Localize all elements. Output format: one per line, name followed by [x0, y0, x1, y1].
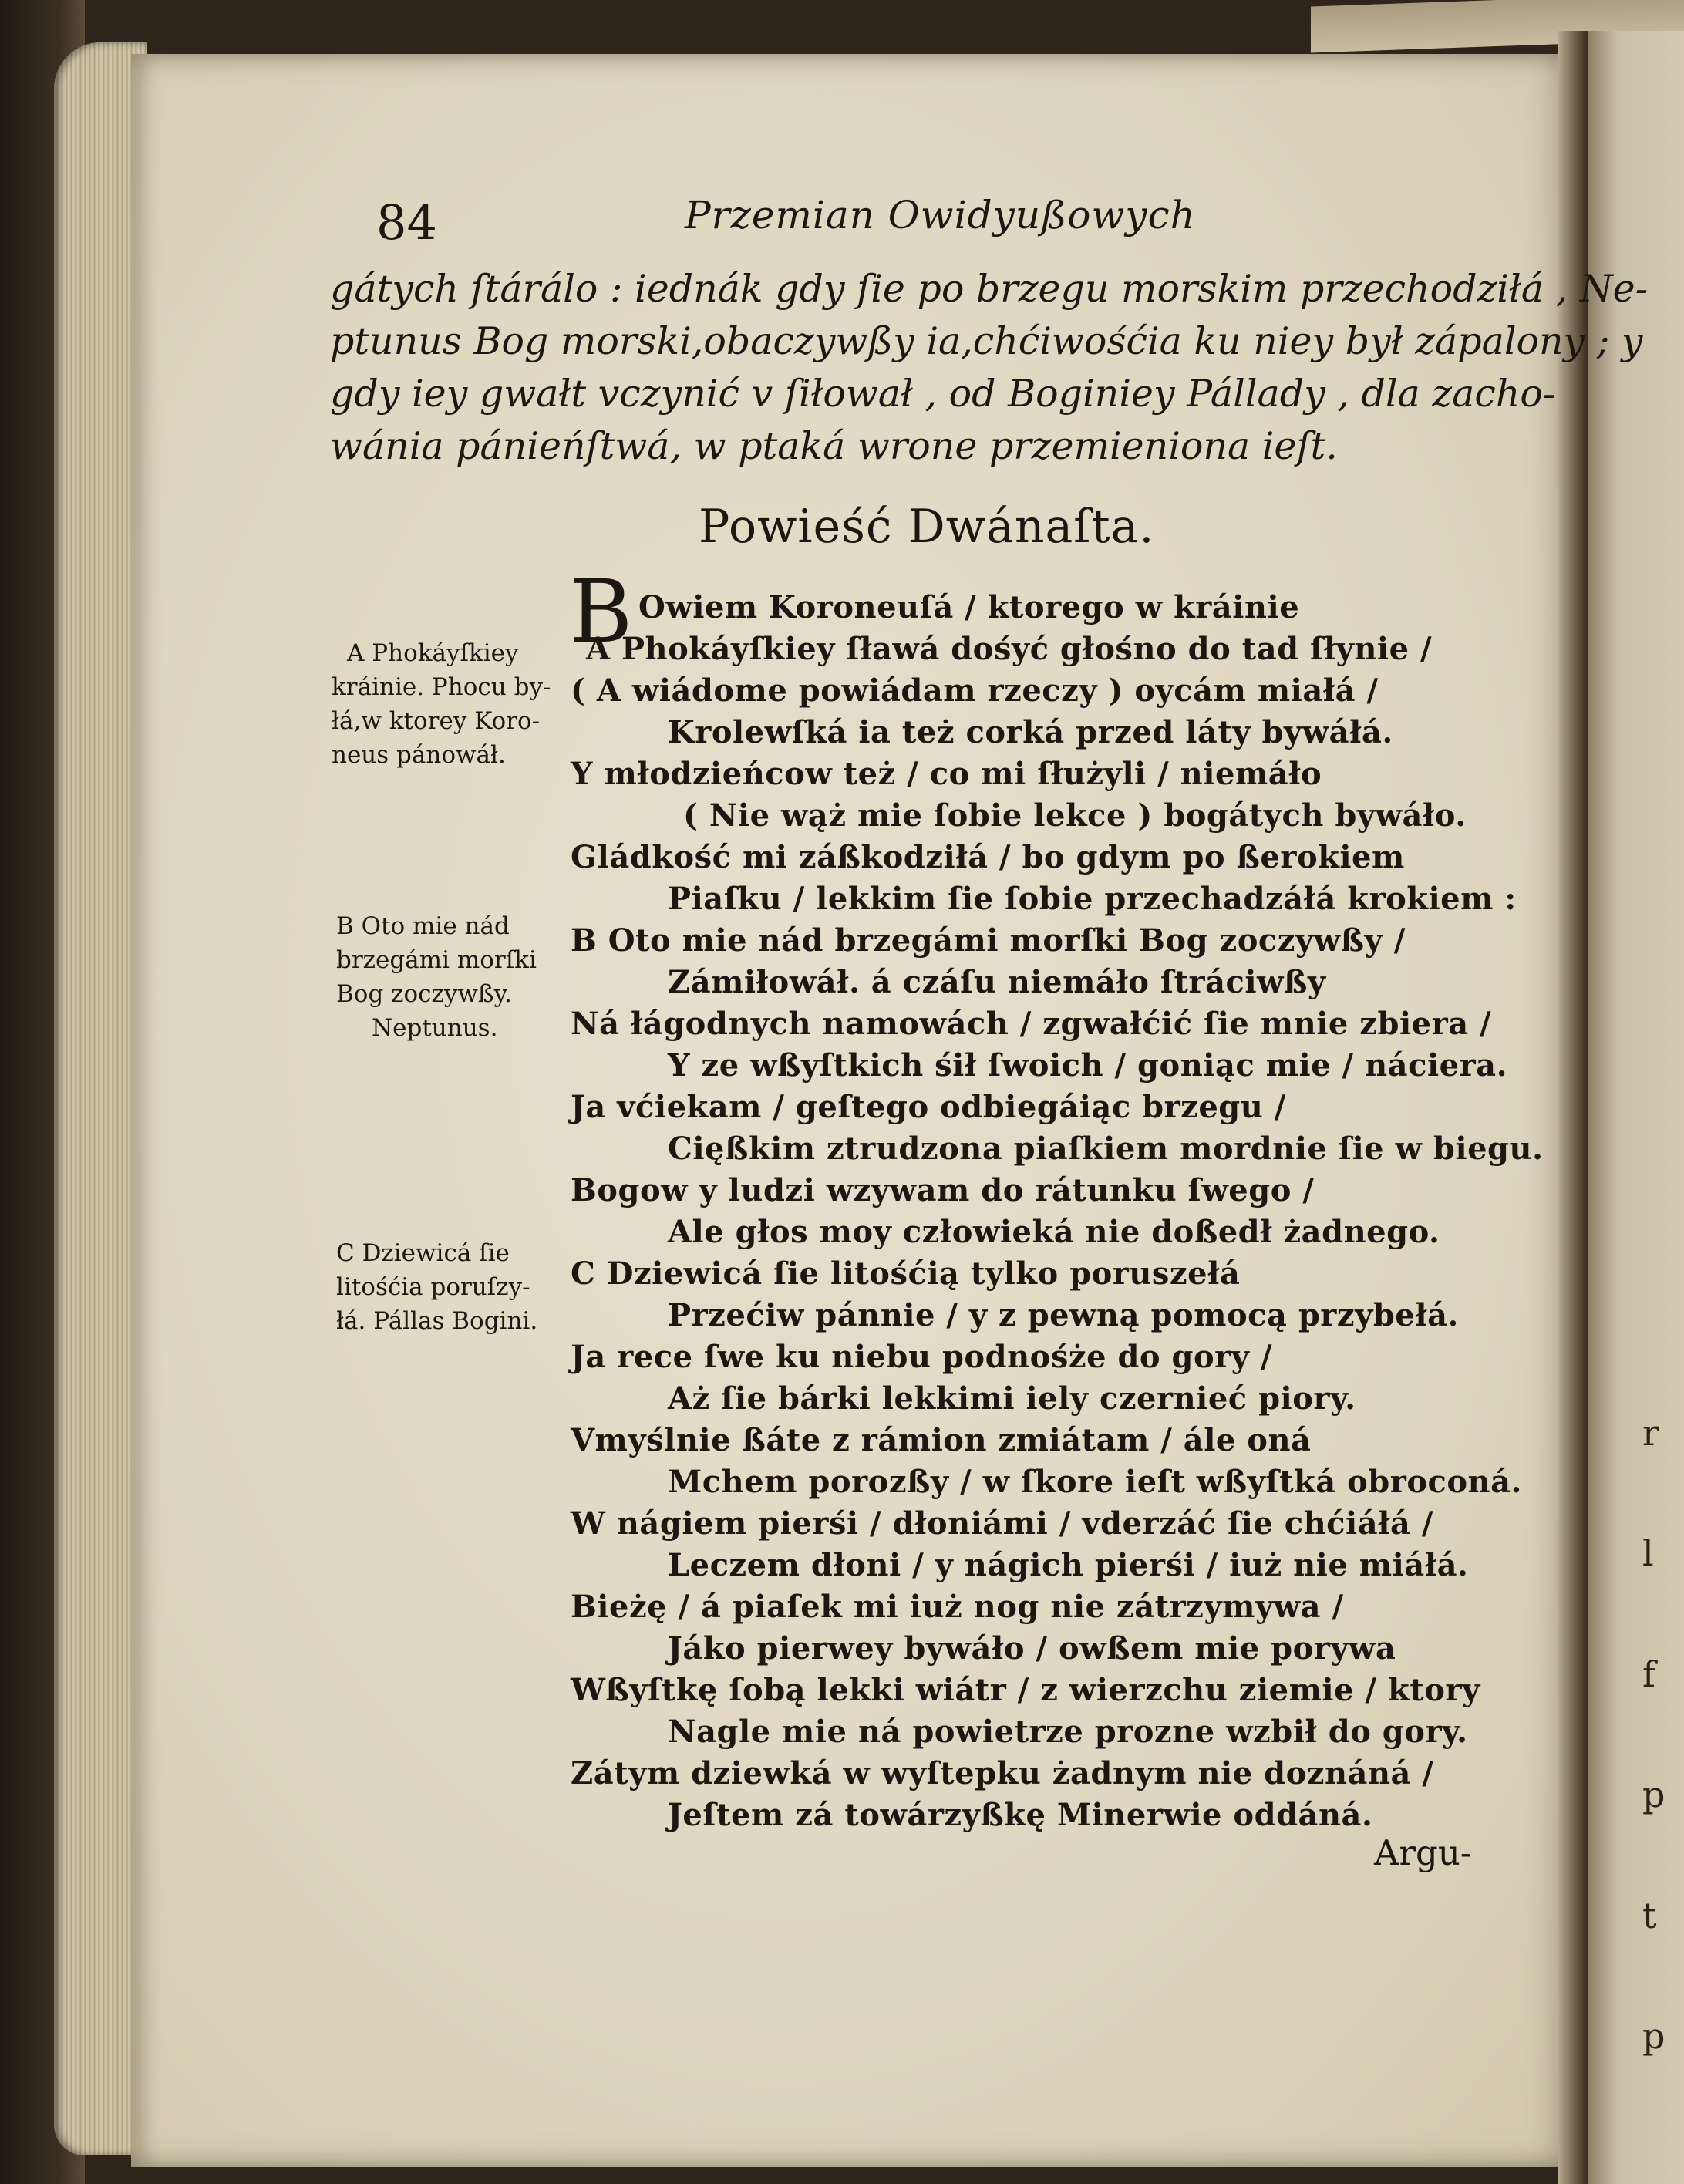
verse-line: Ná łágodnych namowách / zgwałćić ſie mnie zbiera / [571, 1006, 1492, 1042]
verse-line: ( A wiádome powiádam rzeczy ) oycám miałá / [571, 672, 1379, 709]
verse-line: Jáko pierwey bywáło / owßem mie porywa [668, 1630, 1396, 1667]
verse-line: Krolewſká ia też corká przed láty bywáłá. [668, 714, 1393, 750]
verse-line: Zámiłowáł. á czáſu niemáło ſtráciwßy [668, 964, 1326, 1000]
verse-line: Leczem dłoni / y nágich pierśi / iuż nie miáłá. [668, 1547, 1469, 1583]
verse-line: Wßyſtkę ſobą lekki wiátr / z wierzchu ziemie / ktory [571, 1672, 1480, 1708]
running-head: Przemian Owidyußowych [685, 193, 1196, 238]
section-title: Powieść Dwánaſta. [699, 500, 1155, 554]
catchword: Argu- [1374, 1832, 1473, 1873]
margin-line: neus pánowáł. [332, 741, 506, 769]
margin-line: litośćia poruſzy- [336, 1273, 530, 1301]
margin-line: brzegámi morſki [336, 946, 537, 974]
drop-cap: B [569, 562, 633, 662]
intro-line: ptunus Bog morski,obaczywßy ia,chćiwośćia ku niey był zápalony ; y [330, 319, 1643, 363]
fragment: p [1642, 1774, 1665, 1816]
verse-line: Nagle mie ná powietrze prozne wzbił do gory. [668, 1714, 1468, 1750]
verse-line: Ja rece ſwe ku niebu podnośże do gory / [571, 1339, 1273, 1375]
fragment: t [1642, 1894, 1657, 1936]
intro-line: gátych ſtárálo : iednák gdy ſie po brzegu morskim przechodziłá , Ne- [330, 267, 1649, 311]
page-number: 84 [376, 194, 437, 251]
verse-line: A Phokáyſkiey ſławá dośyć głośno do tad ſłynie / [586, 631, 1433, 667]
verse-line: Cięßkim ztrudzona piaſkiem mordnie ſie w biegu. [668, 1131, 1544, 1167]
margin-line: Bog zoczywßy. [336, 980, 512, 1008]
margin-line: kráinie. Phocu by- [332, 673, 551, 701]
verse-line: Mchem porozßy / w ſkore ieſt wßyſtká obroconá. [668, 1464, 1522, 1500]
margin-line: łá. Pállas Bogini. [336, 1307, 538, 1335]
verse-line: Aż ſie bárki lekkimi iely czernieć piory. [668, 1380, 1356, 1417]
verse-line: Przećiw pánnie / y z pewną pomocą przybełá. [668, 1297, 1459, 1333]
verse-line: Y ze wßyſtkich śił ſwoich / goniąc mie / náciera. [668, 1047, 1508, 1084]
verse-line: Zátym dziewká w wyſtepku żadnym nie doznáná / [571, 1755, 1434, 1791]
verse-line: Gládkość mi záßkodziłá / bo gdym po ßerokiem [571, 839, 1405, 875]
margin-line: B Oto mie nád [336, 912, 510, 940]
margin-line: C Dziewicá ſie [336, 1239, 510, 1267]
verse-line: Ja vćiekam / geſtego odbiegáiąc brzegu / [571, 1089, 1286, 1125]
verse-line: Y młodzieńcow też / co mi ſłużyli / niemáło [571, 756, 1322, 792]
verse-line: Bieżę / á piaſek mi iuż nog nie zátrzymywa / [571, 1589, 1344, 1625]
verse-line: Owiem Koroneuſá / ktorego w kráinie [638, 589, 1300, 625]
verse-line: Jeſtem zá towárzyßkę Minerwie oddáná. [668, 1797, 1373, 1833]
intro-line: gdy iey gwałt vczynić v ſiłował , od Boginiey Pállady , dla zacho- [330, 372, 1556, 416]
verse-line: Piaſku / lekkim ſie ſobie przechadzáłá krokiem : [668, 881, 1517, 917]
verse-line: C Dziewicá ſie litośćią tylko poruszełá [571, 1255, 1241, 1292]
fragment: p [1642, 2014, 1665, 2057]
verse-line: B Oto mie nád brzegámi morſki Bog zoczywßy / [571, 922, 1406, 959]
fragment: f [1642, 1653, 1656, 1695]
fragment: r [1642, 1412, 1659, 1454]
verse-line: ( Nie wąż mie ſobie lekce ) bogátych bywáło. [683, 797, 1467, 834]
margin-line: łá,w ktorey Koro- [332, 707, 541, 735]
verse-line: Ale głos moy człowieká nie doßedł żadnego. [668, 1214, 1440, 1250]
verse-line: Vmyślnie ßáte z rámion zmiátam / ále oná [571, 1422, 1312, 1458]
intro-line: wánia pánieńſtwá, w ptaká wrone przemieniona ieſt. [330, 424, 1338, 468]
fragment: l [1642, 1532, 1654, 1575]
margin-line: Neptunus. [372, 1014, 498, 1042]
facing-page-fragments [1642, 1373, 1684, 2182]
verse-line: Bogow y ludzi wzywam do rátunku ſwego / [571, 1172, 1315, 1208]
verse-line: W nágiem pierśi / dłoniámi / vderzáć ſie chćiáłá / [571, 1505, 1433, 1542]
margin-line: A Phokáyſkiey [347, 639, 519, 667]
